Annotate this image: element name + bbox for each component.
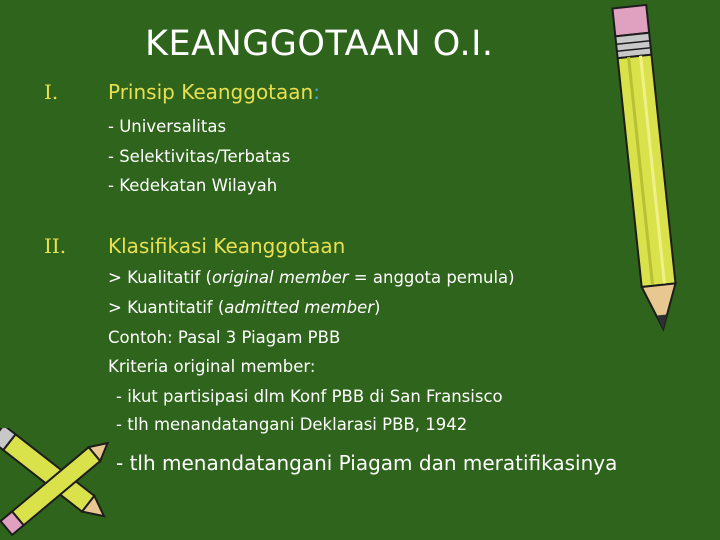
list-item: - Universalitas [108,117,227,136]
line-prefix: > Kualitatif ( [108,268,212,287]
list-item: - tlh menandatangani Piagam dan meratifikasinya [116,451,618,475]
section-1-heading-colon: : [313,80,320,104]
list-item: - ikut partisipasi dlm Konf PBB di San Fransisco [116,387,503,406]
list-item: - Selektivitas/Terbatas [108,147,291,166]
list-item: Kriteria original member: [108,357,316,376]
list-item [108,298,380,317]
line-suffix: = anggota pemula) [348,268,515,287]
section-2-numeral: II. [44,234,67,258]
line-suffix: ) [374,298,381,317]
list-item: - Kedekatan Wilayah [108,176,278,195]
section-2-heading: Klasifikasi Keanggotaan [108,234,346,258]
line-emphasis: original member [211,268,349,287]
section-1-heading [108,80,320,104]
line-prefix: > Kuantitatif ( [108,298,225,317]
pencil-icon [600,0,690,350]
list-item [108,268,515,287]
list-item: - tlh menandatangani Deklarasi PBB, 1942 [116,415,468,434]
line-emphasis: admitted member [224,298,375,317]
list-item: Contoh: Pasal 3 Piagam PBB [108,328,341,347]
section-1-numeral: I. [44,80,59,104]
section-1-heading-text: Prinsip Keanggotaan [108,80,314,104]
crossed-pencils-icon [0,428,120,538]
slide-title: KEANGGOTAAN O.I. [145,24,494,64]
